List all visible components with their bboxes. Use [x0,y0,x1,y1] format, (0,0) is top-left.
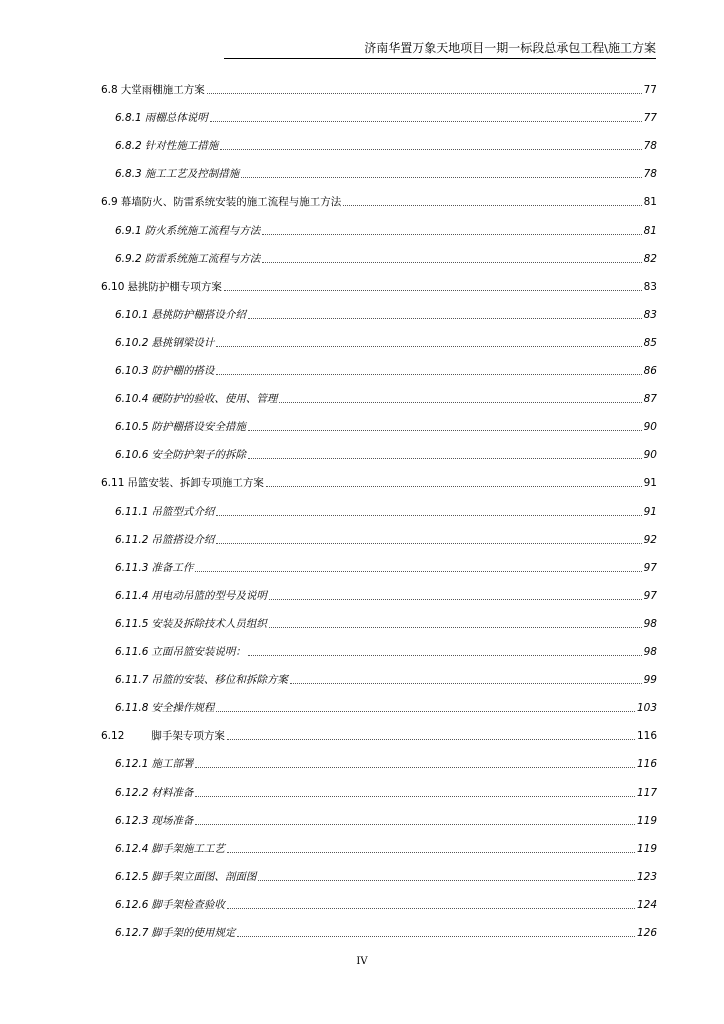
toc-dot-leader [220,148,641,150]
toc-entry[interactable] [115,499,657,519]
toc-entry-page: 98 [643,646,657,658]
toc-entry[interactable] [115,555,657,575]
toc-entry-page: 83 [643,281,657,293]
toc-entry-title: 防护棚搭设安全措施 [151,421,246,433]
toc-entry-number: 6.12 [101,730,125,742]
toc-entry-number: 6.8 [101,84,118,96]
toc-dot-leader [210,120,642,122]
toc-entry-page: 82 [643,253,657,265]
toc-entry[interactable] [101,723,657,743]
toc-entry-number: 6.12.6 [115,899,149,911]
toc-entry-page: 90 [643,449,657,461]
toc-entry[interactable] [115,133,657,153]
toc-entry-page: 91 [643,477,657,489]
toc-entry[interactable] [115,695,657,715]
toc-entry[interactable] [115,892,657,912]
toc-entry-page: 77 [643,112,657,124]
toc-entry-number: 6.10 [101,281,125,293]
toc-entry-title: 针对性施工措施 [144,140,219,152]
toc-entry-number: 6.9 [101,196,118,208]
toc-entry-title: 脚手架检查验收 [151,899,225,911]
toc-dot-leader [266,485,642,487]
toc-entry-number: 6.11.7 [115,674,149,686]
toc-entry-number: 6.12.1 [115,758,149,770]
toc-entry-page: 77 [643,84,657,96]
toc-entry-title: 立面吊篮安装说明： [151,646,246,658]
header-title: 济南华置万象天地项目一期一标段总承包工程 [364,41,605,55]
toc-dot-leader [290,682,642,684]
toc-dot-leader [216,373,641,375]
toc-entry-title: 准备工作 [151,562,194,574]
toc-entry-number: 6.10.4 [115,393,149,405]
page-number: IV [356,956,368,967]
toc-dot-leader [262,261,641,263]
toc-entry-number: 6.10.1 [115,309,149,321]
toc-entry-title: 用电动吊篮的型号及说明 [151,590,267,602]
toc-entry-title: 悬挑钢梁设计 [151,337,215,349]
toc-entry-title: 悬挑防护棚搭设介绍 [151,309,246,321]
toc-entry-number: 6.12.7 [115,927,149,939]
toc-entry-number: 6.10.2 [115,337,149,349]
toc-entry-title: 大堂雨棚施工方案 [120,84,205,96]
toc-entry-number: 6.11.3 [115,562,149,574]
toc-dot-leader [216,514,641,516]
toc-entry[interactable] [115,527,657,547]
toc-entry-number: 6.10.6 [115,449,149,461]
toc-entry-title: 悬挑防护棚专项方案 [127,281,222,293]
toc-entry[interactable] [115,302,657,322]
toc-entry-title: 脚手架的使用规定 [151,927,236,939]
toc-entry-number: 6.11.8 [115,702,149,714]
toc-entry-title: 脚手架施工工艺 [151,843,225,855]
toc-entry-page: 78 [643,168,657,180]
toc-entry-page: 85 [643,337,657,349]
toc-dot-leader [207,92,642,94]
toc-entry-title: 安全防护架子的拆除 [151,449,246,461]
toc-entry-page: 123 [636,871,657,883]
toc-dot-leader [269,626,642,628]
toc-dot-leader [241,176,641,178]
toc-entry[interactable] [115,751,657,771]
toc-entry-page: 97 [643,590,657,602]
toc-entry-number: 6.8.2 [115,140,142,152]
toc-dot-leader [195,766,635,768]
toc-entry[interactable] [115,583,657,603]
toc-entry-title: 硬防护的验收、使用、管理 [151,393,278,405]
toc-dot-leader [195,823,635,825]
toc-dot-leader [248,317,642,319]
toc-entry-number: 6.8.1 [115,112,142,124]
toc-entry[interactable] [115,442,657,462]
toc-dot-leader [279,401,641,403]
toc-entry-page: 97 [643,562,657,574]
toc-entry-title: 安装及拆除技术人员组织 [151,618,267,630]
toc-entry-page: 92 [643,534,657,546]
toc-entry-page: 116 [636,730,657,742]
toc-dot-leader [216,542,641,544]
toc-dot-leader [248,429,642,431]
toc-dot-leader [195,570,641,572]
toc-entry-title: 施工工艺及控制措施 [144,168,240,180]
toc-entry-page: 81 [643,225,657,237]
toc-dot-leader [227,738,635,740]
toc-entry-number: 6.8.3 [115,168,142,180]
toc-entry[interactable] [115,358,657,378]
toc-entry-title: 吊篮型式介绍 [151,506,215,518]
toc-entry-title: 雨棚总体说明 [144,112,208,124]
toc-entry[interactable] [115,864,657,884]
toc-entry-title: 施工部署 [151,758,194,770]
toc-entry-number: 6.12.4 [115,843,149,855]
toc-entry[interactable] [101,77,657,97]
toc-entry[interactable] [115,611,657,631]
toc-entry-title: 幕墙防火、防雷系统安装的施工流程与施工方法 [120,196,342,208]
toc-dot-leader [237,935,635,937]
toc-entry-number: 6.9.2 [115,253,142,265]
toc-dot-leader [227,851,635,853]
toc-entry-page: 81 [643,196,657,208]
toc-entry[interactable] [115,386,657,406]
toc-entry-number: 6.10.3 [115,365,149,377]
toc-entry-title: 材料准备 [151,787,194,799]
toc-entry-page: 126 [636,927,657,939]
toc-entry-number: 6.11.1 [115,506,149,518]
toc-dot-leader [262,233,641,235]
toc-entry-number: 6.11.4 [115,590,149,602]
toc-entry[interactable] [115,246,657,266]
toc-entry[interactable] [115,639,657,659]
toc-entry-number: 6.12.2 [115,787,149,799]
toc-entry[interactable] [101,470,657,490]
toc-entry-number: 6.11.6 [115,646,149,658]
toc-entry[interactable] [101,189,657,209]
toc-entry-title: 脚手架立面图、剖面图 [151,871,257,883]
toc-entry[interactable] [115,330,657,350]
toc-entry[interactable] [115,105,657,125]
toc-dot-leader [269,598,642,600]
toc-entry-title: 防护棚的搭设 [151,365,215,377]
toc-dot-leader [195,795,635,797]
toc-entry-title: 防雷系统施工流程与方法 [144,253,261,265]
toc-entry[interactable] [115,780,657,800]
toc-dot-leader [224,289,642,291]
toc-dot-leader [216,345,641,347]
toc-entry-number: 6.9.1 [115,225,142,237]
toc-entry-number: 6.11.2 [115,534,149,546]
header-separator: \ [604,42,608,55]
toc-entry-number: 6.12.5 [115,871,149,883]
toc-entry[interactable] [115,920,657,940]
toc-entry-page: 91 [643,506,657,518]
toc-entry-page: 103 [636,702,657,714]
toc-entry[interactable] [115,808,657,828]
header-subtitle: 施工方案 [607,41,656,55]
toc-entry-number: 6.10.5 [115,421,149,433]
toc-dot-leader [258,879,635,881]
page-header [224,40,656,59]
toc-entry-page: 86 [643,365,657,377]
toc-entry-page: 116 [636,758,657,770]
toc-entry-page: 119 [636,843,657,855]
toc-entry-title: 安全操作规程 [151,702,215,714]
toc-dot-leader [248,654,642,656]
toc-entry-page: 98 [643,618,657,630]
toc-entry[interactable] [115,218,657,238]
toc-dot-leader [248,457,642,459]
toc-entry-number: 6.12.3 [115,815,149,827]
toc-dot-leader [227,907,635,909]
toc-entry[interactable] [101,274,657,294]
toc-entry-title: 脚手架专项方案 [151,730,225,742]
toc-entry-page: 87 [643,393,657,405]
toc-entry-title: 吊篮搭设介绍 [151,534,215,546]
toc-entry-page: 78 [643,140,657,152]
toc-entry[interactable] [115,414,657,434]
toc-entry-page: 117 [636,787,657,799]
toc-entry-number: 6.11.5 [115,618,149,630]
toc-entry[interactable] [115,161,657,181]
toc-entry[interactable] [115,836,657,856]
toc-dot-leader [343,204,641,206]
toc-entry-page: 124 [636,899,657,911]
toc-entry-number: 6.11 [101,477,125,489]
toc-entry-title: 吊篮的安装、移位和拆除方案 [151,674,288,686]
toc-dot-leader [216,710,635,712]
toc-entry-page: 119 [636,815,657,827]
toc-entry-page: 90 [643,421,657,433]
toc-entry-page: 83 [643,309,657,321]
toc-entry[interactable] [115,667,657,687]
toc-entry-page: 99 [643,674,657,686]
toc-entry-title: 现场准备 [151,815,194,827]
toc-entry-title: 吊篮安装、拆卸专项施工方案 [127,477,264,489]
toc-entry-title: 防火系统施工流程与方法 [144,225,261,237]
